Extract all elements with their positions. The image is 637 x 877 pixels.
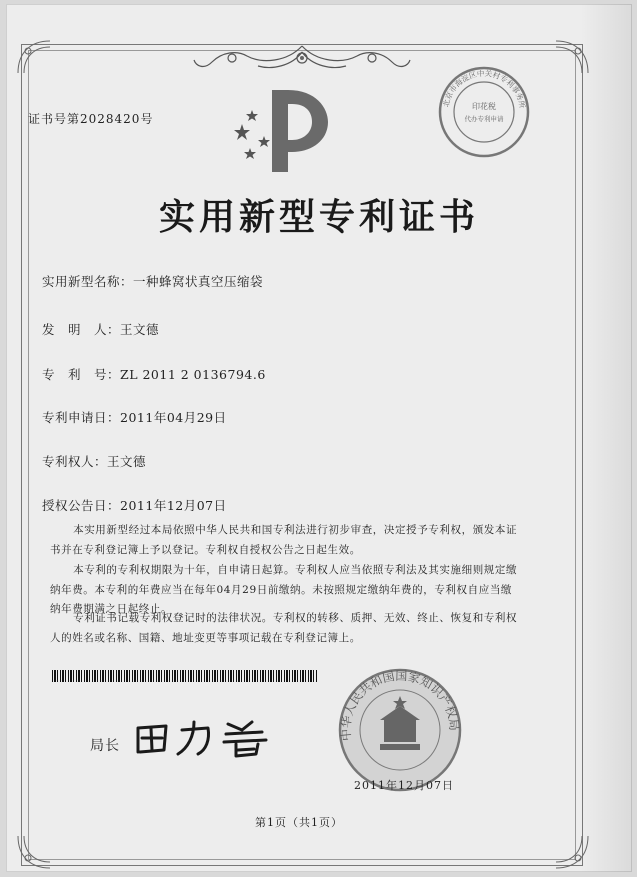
stamp-date: 2011年12月07日 (354, 779, 454, 792)
field-value: ZL 2011 2 0136794.6 (120, 367, 266, 382)
body-paragraph-3: 专利证书记载专利权登记时的法律状况。专利权的转移、质押、无效、终止、恢复和专利权人的姓名或名称、国籍、地址变更等事项记载在专利登记簿上。 (50, 612, 518, 644)
stamp-center-text: 印花税 (472, 102, 496, 111)
page-shadow (580, 4, 632, 872)
field-label: 实用新型名称： (42, 274, 134, 289)
filing-date-field (42, 408, 227, 426)
barcode (52, 670, 318, 682)
field-label: 专利权人： (42, 454, 108, 469)
field-value: 一种蜂窝状真空压缩袋 (133, 274, 264, 289)
national-seal-icon (336, 666, 464, 794)
field-value: 2011年12月07日 (120, 498, 227, 513)
grant-date-field (42, 496, 227, 514)
director-label: 局长 (90, 738, 120, 754)
patentee-field (42, 452, 146, 470)
certificate-number: 证书号第2028420号 (28, 112, 154, 126)
certificate-sheet (6, 4, 632, 872)
field-label: 发 明 人： (42, 322, 121, 337)
body-paragraph-1: 本实用新型经过本局依照中华人民共和国专利法进行初步审查，决定授予专利权，颁发本证书并在专利登记簿上予以登记。专利权自授权公告之日起生效。 (50, 524, 518, 556)
inventor-field (42, 320, 159, 338)
stamp-inner-text: 代办专利申请 (464, 115, 504, 123)
agency-stamp-icon (434, 62, 534, 162)
field-value: 2011年04月29日 (120, 410, 227, 425)
corner-ornament-icon (16, 834, 52, 870)
utility-model-name-field (42, 272, 263, 290)
corner-ornament-icon (16, 39, 52, 75)
page-number: 第1页（共1页） (255, 816, 343, 829)
stamp-outer-text: 北京市海淀区中关村专利事务所 (441, 68, 527, 109)
top-ornament-icon (192, 42, 412, 78)
certificate-title: 实用新型专利证书 (158, 196, 479, 238)
corner-ornament-icon (554, 834, 590, 870)
field-value: 王文德 (120, 322, 160, 337)
body-paragraph-2: 本专利的专利权期限为十年，自申请日起算。专利权人应当依照专利法及其实施细则规定缴纳年费。本专利的年费应当在每年04月29日前缴纳。未按照规定缴纳年费的，专利权自应当缴纳年费期满之日起终止。 (50, 564, 518, 615)
seal-text: 中华人民共和国国家知识产权局 (338, 668, 462, 742)
field-value: 王文德 (107, 454, 147, 469)
field-label: 授权公告日： (42, 498, 121, 513)
field-label: 专 利 号： (42, 367, 121, 382)
field-label: 专利申请日： (42, 410, 121, 425)
director-signature (132, 716, 282, 760)
corner-ornament-icon (554, 39, 590, 75)
patent-number-field (42, 365, 266, 383)
patent-office-emblem-icon (228, 82, 338, 174)
